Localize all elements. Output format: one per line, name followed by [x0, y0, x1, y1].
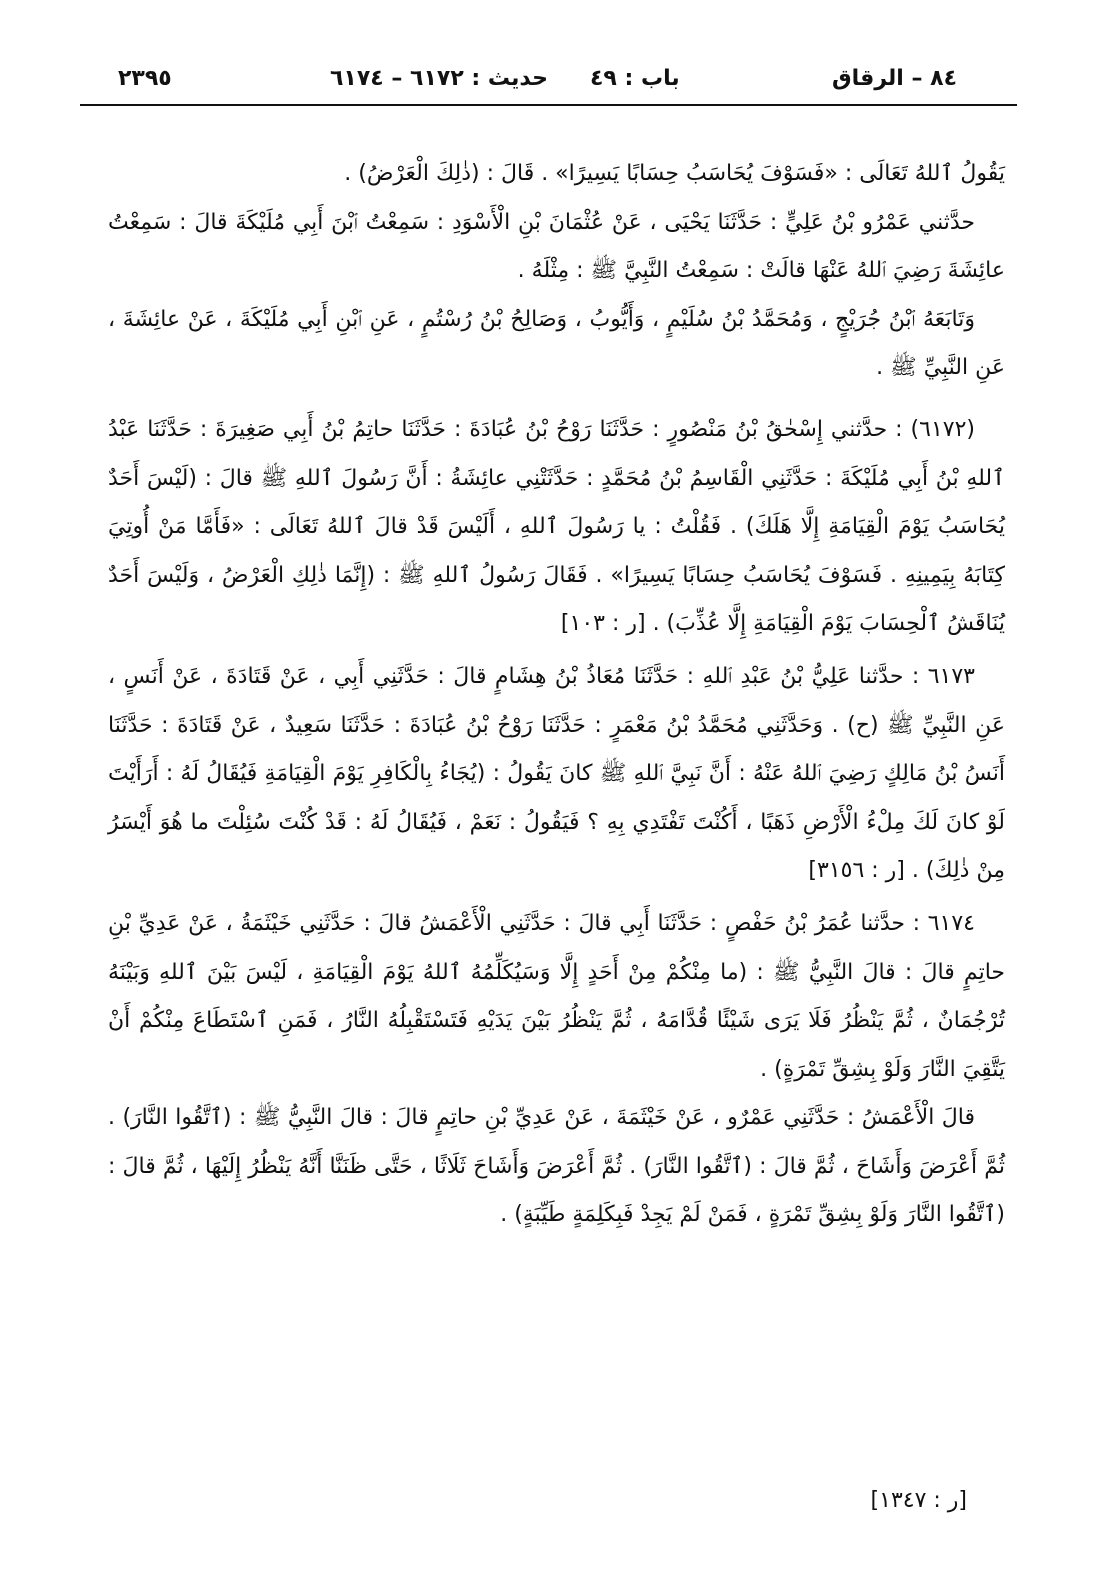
cross-reference: [ر : ١٣٤٧]	[870, 1488, 967, 1513]
chapter-number: باب : ٤٩	[590, 66, 680, 91]
main-text	[108, 150, 1005, 1240]
book-title: ٨٤ – الرقاق	[832, 66, 957, 91]
paragraph-mutabaa: وَتَابَعَهُ ٱبْنُ جُرَيْجٍ ، وَمُحَمَّدُ بْنُ سُلَيْمٍ ، وَأَيُّوبُ ، وَصَالِحُ بْنُ رُسْتُمٍ ، عَنِ ٱبْنِ أَبِي مُلَيْكَةَ ، عَنْ عائِشَةَ ، عَنِ النَّبِيِّ ﷺ .	[108, 306, 1005, 381]
paragraph-isnad-amr: حدَّثني عَمْرُو بْنُ عَلِيٍّ : حَدَّثَنَا يَحْيَى ، عَنْ عُثْمَانَ بْنِ الْأَسْوَدِ : سَمِعْتُ ٱبْنَ أَبِي مُلَيْكَةَ قالَ : سَمِعْتُ عائِشَةَ رَضِيَ ٱللهُ عَنْهَا قالَتْ : سَمِعْتُ النَّبِيَّ ﷺ : مِثْلَهُ .	[108, 209, 1005, 284]
running-header	[80, 60, 1017, 104]
paragraph-quran-verse: يَقُولُ ٱللهُ تَعَالَى : «فَسَوْفَ يُحَاسَبُ حِسَابًا يَسِيرًا» . قَالَ : (ذٰلِكَ الْعَرْضُ) .	[344, 161, 1005, 186]
paragraph-hadith-6172: (٦١٧٢) : حدَّثني إِسْحٰقُ بْنُ مَنْصُورٍ : حَدَّثَنَا رَوْحُ بْنُ عُبَادَةَ : حَدَّثَنَا حاتِمُ بْنُ أَبِي صَغِيرَةَ : حَدَّثَنَا عَبْدُ ٱللهِ بْنُ أَبِي مُلَيْكَةَ : حَدَّثَنِي الْقَاسِمُ بْنُ مُحَمَّدٍ : حَدَّثَتْنِي عائِشَةُ : أَنَّ رَسُولَ ٱللهِ ﷺ قالَ : (لَيْسَ أَحَدٌ يُحَاسَبُ يَوْمَ الْقِيَامَةِ إِلَّا هَلَكَ) . فَقُلْتُ : يا رَسُولَ ٱللهِ ، أَلَيْسَ قَدْ قالَ ٱللهُ تَعَالَى : «فَأَمَّا مَنْ أُوتِيَ كِتَابَهُ بِيَمِينِهِ . فَسَوْفَ يُحَاسَبُ حِسَابًا يَسِيرًا» . فَقَالَ رَسُولُ ٱللهِ ﷺ : (إِنَّمَا ذٰلِكِ الْعَرْضُ ، وَلَيْسَ أَحَدٌ يُنَاقَشُ ٱلْحِسَابَ يَوْمَ الْقِيَامَةِ إِلَّا عُذِّبَ) . [ر : ١٠٣]	[108, 416, 1005, 637]
paragraph-amash: قالَ الْأَعْمَشُ : حَدَّثَنِي عَمْرٌو ، عَنْ خَيْثَمَةَ ، عَنْ عَدِيِّ بْنِ حاتِمٍ قالَ : قالَ النَّبِيُّ ﷺ : (ٱتَّقُوا النَّارَ) . ثُمَّ أَعْرَضَ وَأَشَاحَ ، ثُمَّ قالَ : (ٱتَّقُوا النَّارَ) . ثُمَّ أَعْرَضَ وَأَشَاحَ ثَلَاثًا ، حَتَّى ظَنَنَّا أَنَّهُ يَنْظُرُ إِلَيْهَا ، ثُمَّ قالَ : (ٱتَّقُوا النَّارَ وَلَوْ بِشِقِّ تَمْرَةٍ ، فَمَنْ لَمْ يَجِدْ فَبِكَلِمَةٍ طَيِّبَةٍ) .	[108, 1105, 1005, 1228]
header-divider	[80, 104, 1017, 106]
page-number: ٢٣٩٥	[118, 66, 172, 91]
hadith-range: حديث : ٦١٧٢ – ٦١٧٤	[330, 66, 548, 91]
paragraph-hadith-6173: ٦١٧٣ : حدَّثنا عَلِيُّ بْنُ عَبْدِ ٱللهِ : حَدَّثَنَا مُعَاذُ بْنُ هِشَامٍ قالَ : حَدَّثَنِي أَبِي ، عَنْ قَتَادَةَ ، عَنْ أَنَسٍ ، عَنِ النَّبِيِّ ﷺ (ح) . وَحَدَّثَنِي مُحَمَّدُ بْنُ مَعْمَرٍ : حَدَّثَنَا رَوْحُ بْنُ عُبَادَةَ : حَدَّثَنَا سَعِيدٌ ، عَنْ قَتَادَةَ : حَدَّثَنَا أَنَسُ بْنُ مَالِكٍ رَضِيَ ٱللهُ عَنْهُ : أَنَّ نَبِيَّ ٱللهِ ﷺ كانَ يَقُولُ : (يُجَاءُ بِالْكَافِرِ يَوْمَ الْقِيَامَةِ فَيُقَالُ لَهُ : أَرَأَيْتَ لَوْ كانَ لَكَ مِلْءُ الْأَرْضِ ذَهَبًا ، أَكُنْتَ تَفْتَدِي بِهِ ؟ فَيَقُولُ : نَعَمْ ، فَيُقَالُ لَهُ : قَدْ كُنْتَ سُئِلْتَ ما هُوَ أَيْسَرُ مِنْ ذٰلِكَ) . [ر : ٣١٥٦]	[108, 663, 1005, 884]
paragraph-hadith-6174: ٦١٧٤ : حدَّثنا عُمَرُ بْنُ حَفْصٍ : حَدَّثَنَا أَبِي قالَ : حَدَّثَنِي الْأَعْمَشُ قالَ : حَدَّثَنِي خَيْثَمَةُ ، عَنْ عَدِيِّ بْنِ حاتِمٍ قالَ : قالَ النَّبِيُّ ﷺ : (ما مِنْكُمْ مِنْ أَحَدٍ إِلَّا وَسَيُكَلِّمُهُ ٱللهُ يَوْمَ الْقِيَامَةِ ، لَيْسَ بَيْنَ ٱللهِ وَبَيْنَهُ تُرْجُمَانٌ ، ثُمَّ يَنْظُرُ فَلَا يَرَى شَيْئًا قُدَّامَهُ ، ثُمَّ يَنْظُرُ بَيْنَ يَدَيْهِ فَتَسْتَقْبِلُهُ النَّارُ ، فَمَنِ ٱسْتَطَاعَ مِنْكُمْ أَنْ يَتَّقِيَ النَّارَ وَلَوْ بِشِقِّ تَمْرَةٍ) .	[108, 910, 1005, 1082]
